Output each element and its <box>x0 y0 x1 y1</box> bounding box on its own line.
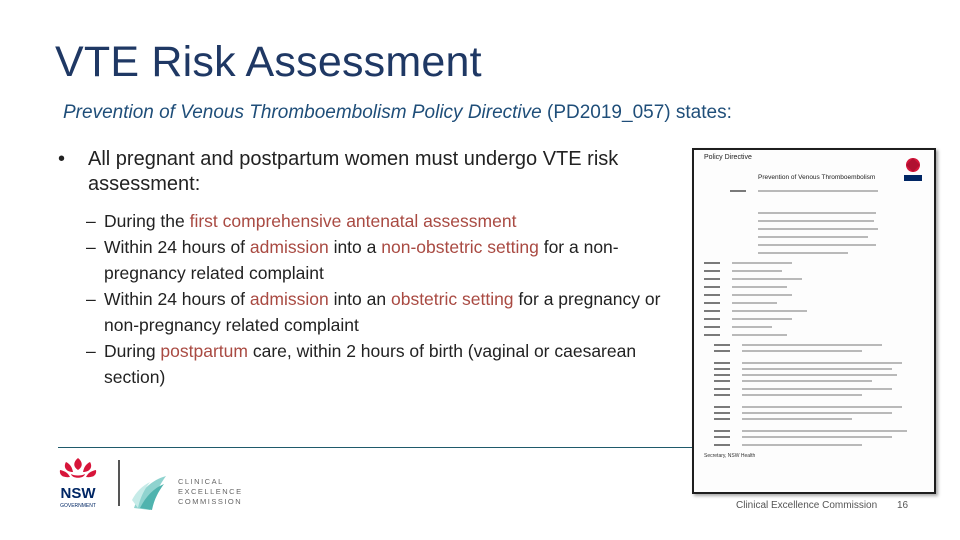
highlight-text: postpartum <box>160 341 248 361</box>
sub-bullet <box>86 338 668 390</box>
doc-footer: Secretary, NSW Health <box>704 453 756 459</box>
policy-name: Prevention of Venous Thromboembolism Policy Directive <box>63 102 542 123</box>
doc-text-line <box>742 430 907 432</box>
doc-label-line <box>714 412 730 414</box>
doc-text-line <box>742 374 897 376</box>
doc-text-line <box>732 334 787 336</box>
policy-document-thumbnail <box>692 148 936 494</box>
doc-label-line <box>714 380 730 382</box>
doc-label-line <box>714 362 730 364</box>
doc-label-line <box>704 302 720 304</box>
highlight-text: obstetric setting <box>390 289 514 309</box>
highlight-text: admission <box>249 237 329 257</box>
doc-text-line <box>732 262 792 264</box>
sub-text: Within 24 hours of <box>104 289 250 309</box>
doc-text-line <box>742 444 862 446</box>
doc-text-line <box>758 220 874 222</box>
doc-text-line <box>758 228 878 230</box>
doc-text-line <box>758 244 876 246</box>
slide-subtitle <box>63 102 732 124</box>
doc-text-line <box>742 388 892 390</box>
doc-label-line <box>714 374 730 376</box>
doc-label-line <box>714 394 730 396</box>
doc-text-line <box>742 350 862 352</box>
policy-code: (PD2019_057) states: <box>541 102 732 123</box>
doc-text-line <box>732 326 772 328</box>
nsw-government-logo <box>50 456 106 510</box>
doc-label-line <box>704 278 720 280</box>
doc-text-line <box>758 190 878 192</box>
dash-icon: – <box>86 341 96 361</box>
doc-label-line <box>714 436 730 438</box>
highlight-text: admission <box>249 289 329 309</box>
bullet-list <box>58 147 668 390</box>
slide-title: VTE Risk Assessment <box>55 38 482 86</box>
doc-label-line <box>714 430 730 432</box>
doc-label-line <box>714 444 730 446</box>
dash-icon: – <box>86 237 96 257</box>
dash-icon: – <box>86 211 96 231</box>
main-bullet-text: All pregnant and postpartum women must undergo VTE risk assessment: <box>88 148 619 195</box>
doc-text-line <box>732 270 782 272</box>
doc-text-line <box>732 318 792 320</box>
doc-label-line <box>704 310 720 312</box>
sub-bullet <box>86 286 668 338</box>
sub-bullet <box>86 208 668 234</box>
doc-label-line <box>714 350 730 352</box>
nsw-logo-text: NSW <box>60 485 96 502</box>
doc-label-line <box>714 344 730 346</box>
doc-text-line <box>742 418 852 420</box>
sub-bullet <box>86 234 668 286</box>
doc-text-line <box>742 368 892 370</box>
sub-text: into a <box>328 237 382 257</box>
sub-text: During the <box>104 211 190 231</box>
doc-text-line <box>732 286 787 288</box>
bullet-icon: • <box>58 148 66 170</box>
doc-label-line <box>704 318 720 320</box>
doc-text-line <box>742 406 902 408</box>
doc-label-line <box>704 326 720 328</box>
dash-icon: – <box>86 289 96 309</box>
cec-line: COMMISSION <box>178 497 243 506</box>
main-bullet <box>58 147 668 197</box>
doc-text-line <box>742 380 872 382</box>
doc-text-line <box>758 236 868 238</box>
sub-text: During <box>104 341 161 361</box>
divider-line <box>58 447 704 448</box>
logo-divider <box>118 460 120 506</box>
doc-label-line <box>714 368 730 370</box>
cec-logo-mark <box>130 472 168 512</box>
doc-text-line <box>758 212 876 214</box>
cec-line: EXCELLENCE <box>178 487 243 496</box>
sub-text: Within 24 hours of <box>104 237 250 257</box>
sub-bullet-list <box>58 208 668 390</box>
sub-text: into an <box>328 289 391 309</box>
doc-text-line <box>742 344 882 346</box>
footer-organisation: Clinical Excellence Commission <box>736 500 878 511</box>
doc-text-line <box>758 252 848 254</box>
cec-logo-text <box>178 477 243 507</box>
doc-text-line <box>732 302 777 304</box>
doc-label-line <box>730 190 746 192</box>
highlight-text: first comprehensive antenatal assessment <box>189 211 517 231</box>
doc-label-line <box>704 286 720 288</box>
doc-label-line <box>704 334 720 336</box>
cec-line: CLINICAL <box>178 477 224 486</box>
doc-text-line <box>732 278 802 280</box>
doc-text-line <box>742 394 862 396</box>
doc-text-line <box>732 310 807 312</box>
doc-text-line <box>742 436 892 438</box>
doc-text-line <box>742 412 892 414</box>
sub-text: care, within 2 hours of birth (vaginal or caesarean section) <box>104 341 637 387</box>
highlight-text: non-obstetric setting <box>381 237 539 257</box>
doc-header: Policy Directive <box>704 154 752 161</box>
sub-text: for a non-pregnancy related complaint <box>104 237 619 283</box>
doc-text-line <box>742 362 902 364</box>
nsw-logo-subtext: GOVERNMENT <box>60 503 96 509</box>
doc-text-line <box>732 294 792 296</box>
doc-label-line <box>704 262 720 264</box>
doc-label-line <box>714 388 730 390</box>
doc-label-line <box>714 406 730 408</box>
doc-label-line <box>714 418 730 420</box>
doc-label-line <box>704 294 720 296</box>
sub-text: for a pregnancy or non-pregnancy related complaint <box>104 289 661 335</box>
doc-label-line <box>704 270 720 272</box>
page-number: 16 <box>897 500 909 511</box>
doc-title: Prevention of Venous Thromboembolism <box>758 174 876 181</box>
waratah-icon <box>900 156 926 186</box>
